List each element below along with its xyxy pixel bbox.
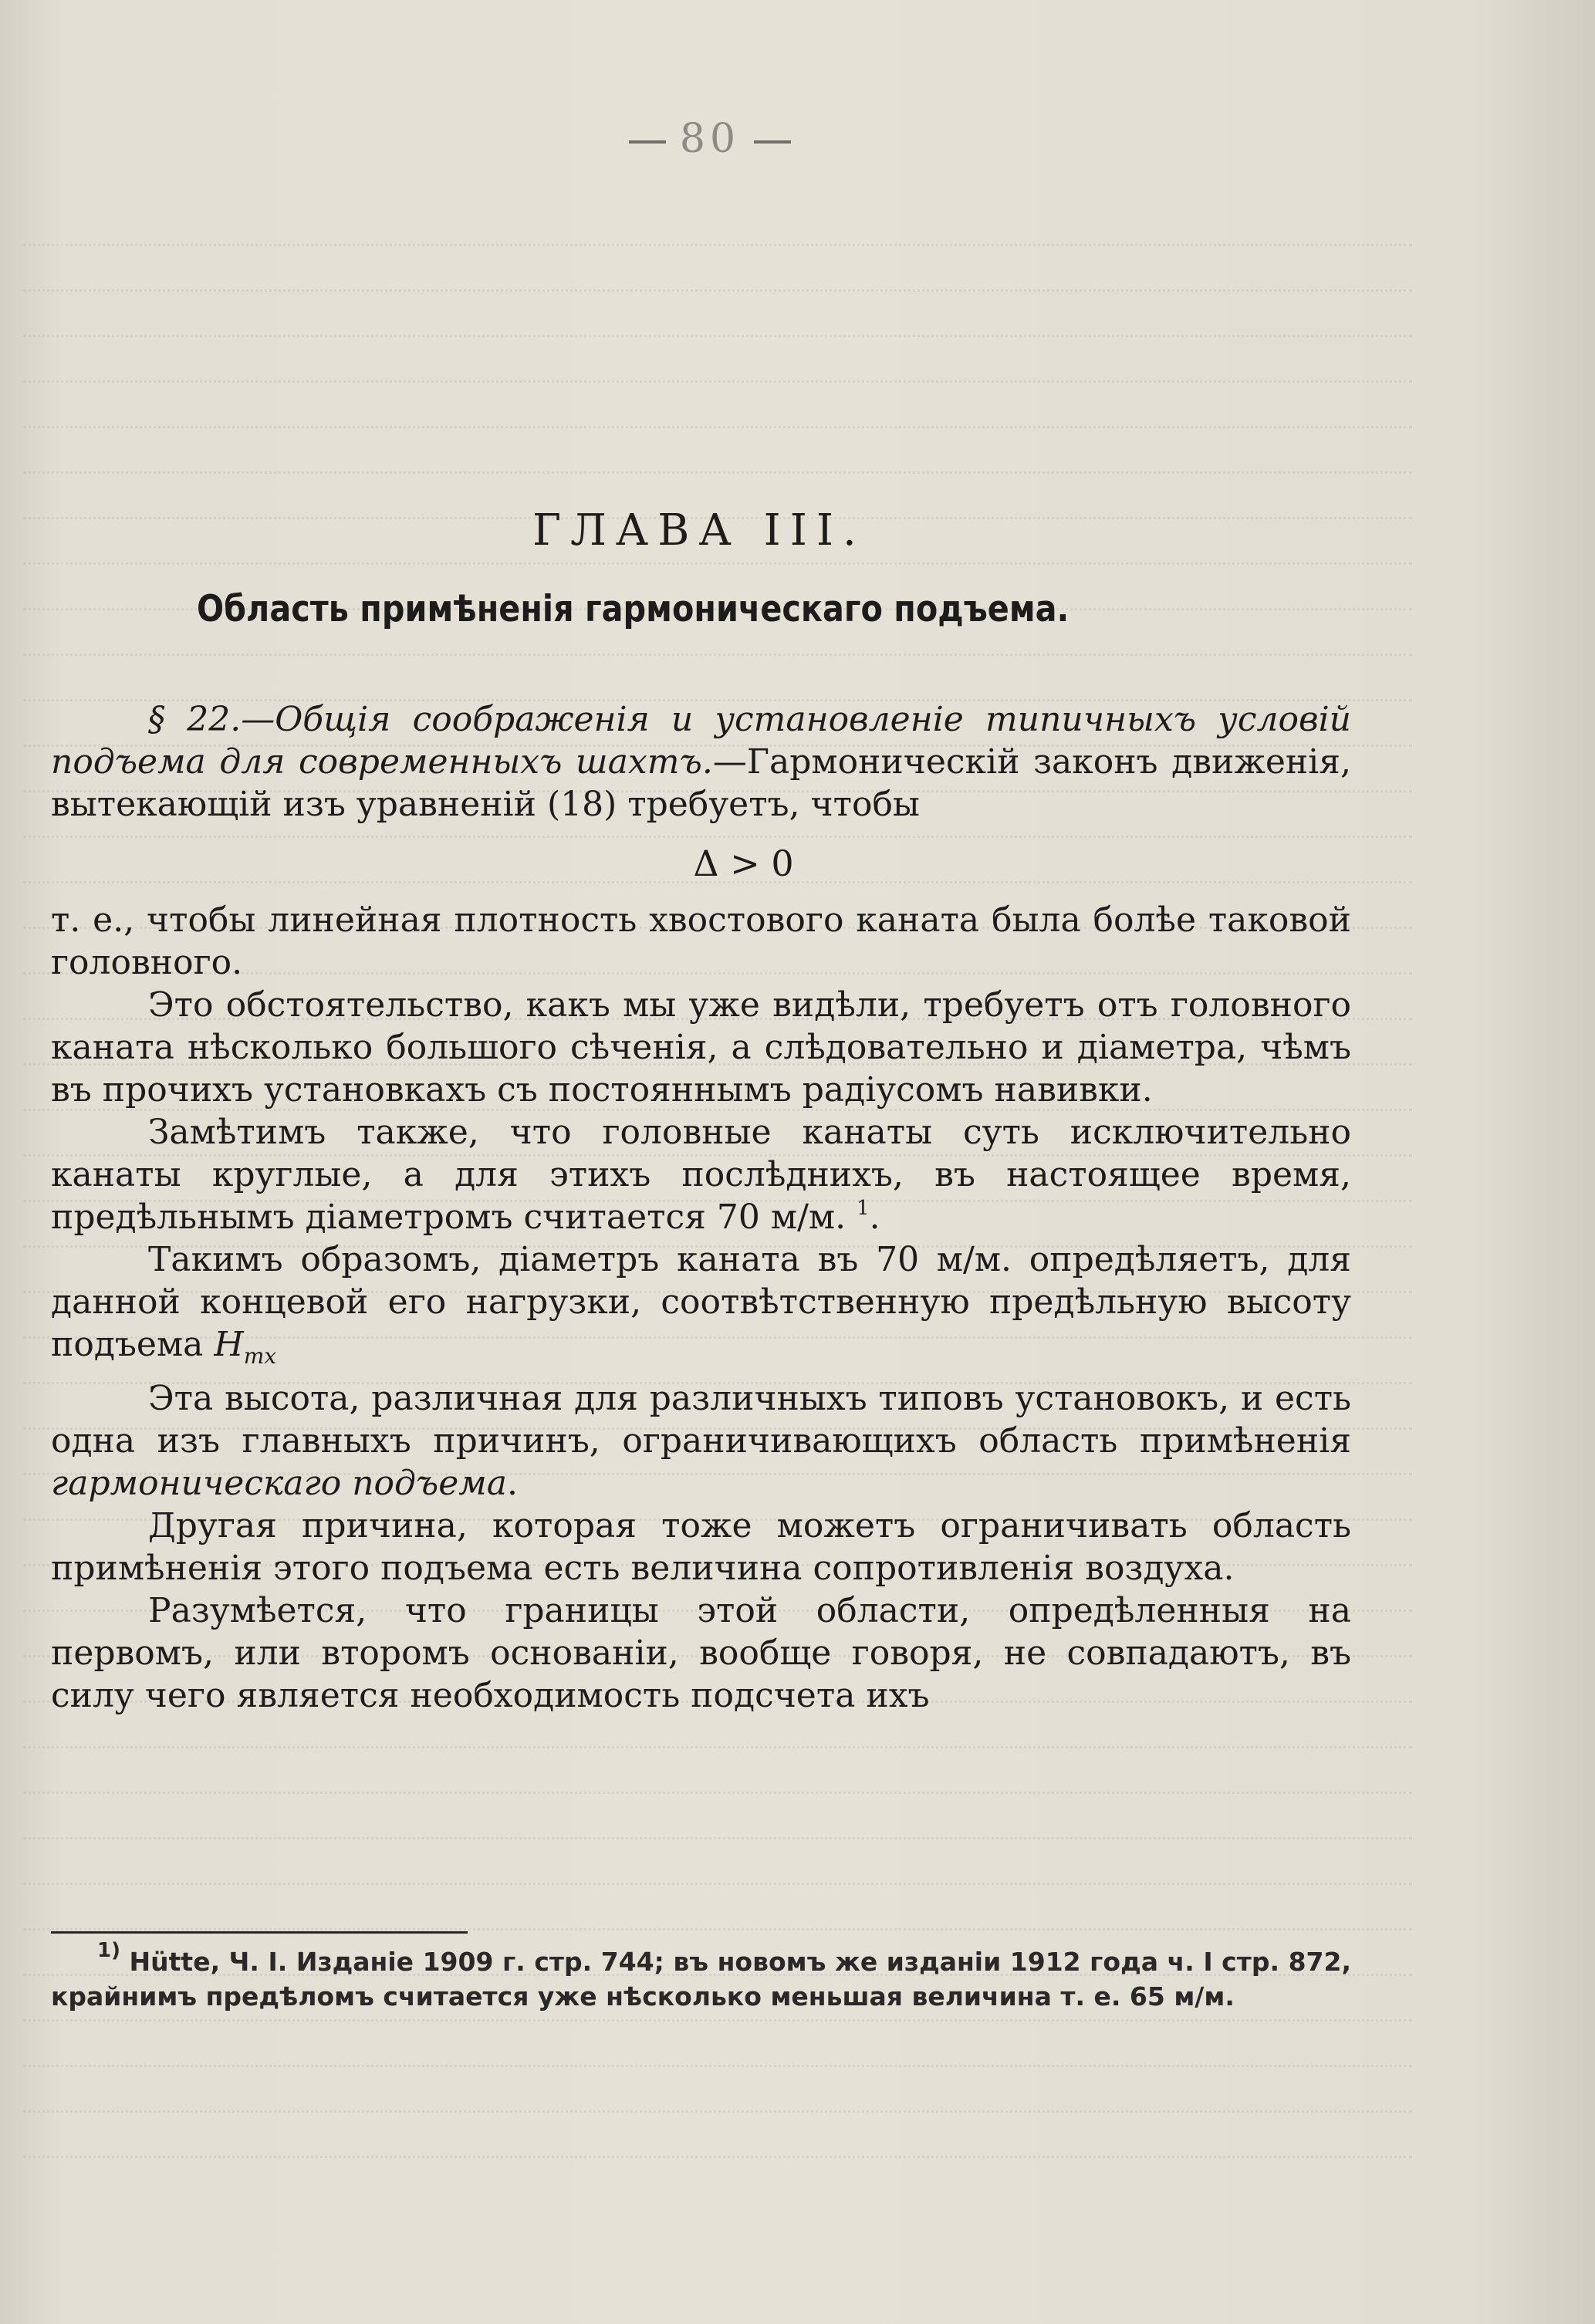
paragraph-4-text: Замѣтимъ также, что головные канаты суть исключительно канаты круглые, а для этихъ послѣднихъ, въ настоящее время, предѣльнымъ діаметромъ считается 70 м/м. [51,1113,1351,1237]
footnote-mark: 1) [97,1939,120,1962]
height-symbol-subscript: mx [243,1343,277,1369]
page-number-dash-left [629,140,666,144]
page-number-value: 80 [679,116,741,162]
section-title: Область примѣненія гармоническаго подъема. [197,588,1070,630]
paragraph-4 [51,1111,1351,1238]
page-number [594,116,826,162]
paragraph-7: Другая причина, которая тоже можетъ ограничивать область примѣненія этого подъема есть величина сопротивленія воздуха. [51,1506,1351,1588]
paragraph-5 [51,1238,1351,1377]
paragraph-1-text: —Гармоническій законъ движенія, вытекающій изъ уравненій (18) требуетъ, чтобы [51,742,1351,824]
footnote-paragraph [51,1939,1351,2014]
paragraph-6-emphasis: гармоническаго подъема [51,1464,507,1503]
section-lead-title: § 22.—Общія соображенія и установленіе типичныхъ условій подъема для современныхъ шахтъ. [51,700,1351,782]
paragraph-6 [51,1377,1351,1505]
body-text [51,698,1351,1717]
page-number-dash-right [754,140,791,144]
chapter-heading: ГЛАВА III. [532,505,866,556]
height-symbol: H [214,1325,244,1364]
paragraph-6-end: . [507,1464,518,1503]
footnote-divider [51,1931,468,1934]
paragraph-6-text: Эта высота, различная для различныхъ типовъ установокъ, и есть одна изъ главныхъ причинъ, ограничивающихъ область примѣненія [51,1379,1351,1461]
paragraph-1 [51,698,1351,826]
footnote-marker: 1 [857,1197,870,1220]
formula: Δ > 0 [693,843,794,884]
paragraph-2: т. е., чтобы линейная плотность хвостового каната была болѣе таковой головного. [51,900,1351,982]
paragraph-8: Разумѣется, что границы этой области, опредѣленныя на первомъ, или второмъ основаніи, вообще говоря, не совпадаютъ, въ силу чего является необходимость подсчета ихъ [51,1591,1351,1715]
footnote-text: Hütte, Ч. I. Изданіе 1909 г. стр. 744; въ новомъ же изданіи 1912 года ч. I стр. 872, крайнимъ предѣломъ считается уже нѣсколько меньшая величина т. е. 65 м/м. [51,1947,1351,2012]
paragraph-5-text: Такимъ образомъ, діаметръ каната въ 70 м/м. опредѣляетъ, для данной концевой его нагрузки, соотвѣтственную предѣльную высоту подъема [51,1240,1351,1364]
footnote [51,1939,1351,2014]
paragraph-4-end: . [869,1197,880,1237]
paragraph-3: Это обстоятельство, какъ мы уже видѣли, требуетъ отъ головного каната нѣсколько большого сѣченія, а слѣдовательно и діаметра, чѣмъ въ прочихъ установкахъ съ постояннымъ радіусомъ навивки. [51,985,1351,1110]
